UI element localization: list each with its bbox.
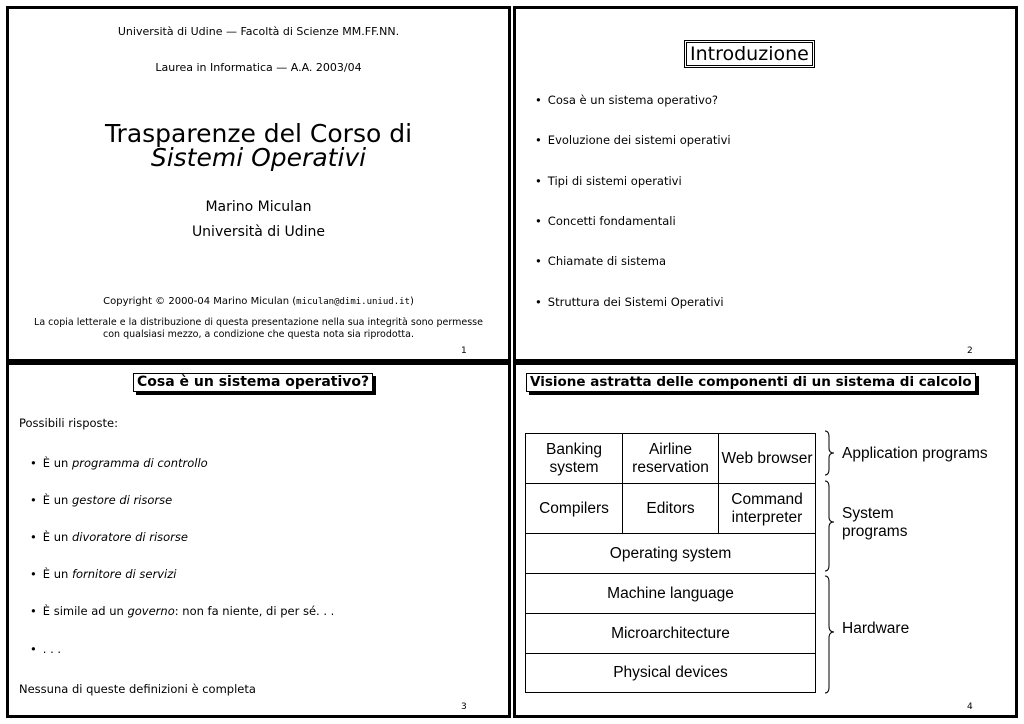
author-affiliation: Università di Udine	[191, 224, 326, 240]
layer-operating-system: Operating system	[525, 533, 816, 574]
item-suffix: : non fa niente, di per sé. . .	[174, 604, 335, 618]
header-course: Laurea in Informatica — A.A. 2003/04	[155, 61, 362, 74]
brace-application	[825, 431, 834, 475]
license-line1: La copia letterale e la distribuzione di questa presentazione nella sua integrità sono permesse	[34, 317, 483, 328]
list-item: • Chiamate di sistema	[535, 254, 666, 268]
page-number: 1	[461, 346, 467, 356]
slide-title: Visione astratta delle componenti di un sistema di calcolo	[526, 373, 976, 392]
list-item	[30, 493, 172, 507]
page-number: 4	[967, 702, 973, 712]
item-prefix: È simile ad un	[42, 604, 128, 618]
item-emphasis: divoratore di risorse	[71, 530, 188, 544]
list-item: • Cosa è un sistema operativo?	[535, 93, 718, 107]
list-item: • Tipi di sistemi operativi	[535, 174, 682, 188]
slide-system-layers	[513, 362, 1018, 718]
list-item	[30, 604, 334, 618]
author-name: Marino Miculan	[205, 199, 312, 215]
grouping-braces	[824, 429, 838, 699]
item-prefix: È un	[42, 493, 72, 507]
slide-title: Cosa è un sistema operativo?	[133, 373, 373, 392]
page-number: 3	[461, 702, 467, 712]
layer-physical-devices: Physical devices	[525, 653, 816, 693]
slide-title: Introduzione	[684, 40, 815, 68]
item-emphasis: governo	[127, 604, 175, 618]
copyright-notice	[9, 296, 508, 307]
cell-airline-reservation: Airline reservation	[622, 433, 719, 484]
brace-system	[825, 481, 834, 571]
cell-banking-system: Banking system	[525, 433, 623, 484]
list-item: • Struttura dei Sistemi Operativi	[535, 295, 724, 309]
item-emphasis: programma di controllo	[71, 456, 208, 470]
list-item: • Evoluzione dei sistemi operativi	[535, 133, 731, 147]
cell-compilers: Compilers	[525, 483, 623, 534]
layer-microarchitecture: Microarchitecture	[525, 613, 816, 654]
copyright-text: Copyright © 2000-04 Marino Miculan (	[103, 296, 297, 307]
license-line2: con qualsiasi mezzo, a condizione che questa nota sia riprodotta.	[103, 329, 414, 340]
list-item: • Concetti fondamentali	[535, 214, 676, 228]
layer-machine-language: Machine language	[525, 573, 816, 614]
brace-hardware	[825, 576, 834, 693]
list-item	[30, 567, 176, 581]
topic-list	[535, 9, 995, 329]
cell-command-interpreter: Command interpreter	[718, 483, 816, 534]
email-address: miculan@dimi.uniud.it	[296, 297, 410, 307]
label-hardware: Hardware	[842, 620, 910, 637]
answer-list	[30, 365, 500, 685]
cell-editors: Editors	[622, 483, 719, 534]
copyright-close: )	[409, 296, 414, 307]
title-line1: Trasparenze del Corso di	[104, 119, 413, 148]
item-prefix: . . .	[42, 642, 62, 656]
intro-text: Possibili risposte:	[19, 416, 118, 430]
item-prefix: È un	[42, 567, 72, 581]
slide-what-is-os	[6, 362, 511, 718]
label-system-programs: System programs	[842, 505, 908, 540]
item-prefix: È un	[42, 530, 72, 544]
label-application-programs: Application programs	[842, 445, 988, 462]
slide-introduction	[513, 6, 1018, 362]
header-university: Università di Udine — Facoltà di Scienze MM.FF.NN.	[117, 25, 400, 38]
list-item	[30, 456, 208, 470]
cell-web-browser: Web browser	[718, 433, 816, 484]
list-item	[30, 530, 188, 544]
page-number: 2	[967, 346, 973, 356]
conclusion-text: Nessuna di queste definizioni è completa	[19, 682, 256, 696]
list-item	[30, 642, 61, 656]
item-emphasis: gestore di risorse	[71, 493, 173, 507]
item-prefix: È un	[42, 456, 72, 470]
slide-title-page	[6, 6, 511, 362]
title-line2: Sistemi Operativi	[150, 143, 367, 172]
item-emphasis: fornitore di servizi	[71, 567, 177, 581]
